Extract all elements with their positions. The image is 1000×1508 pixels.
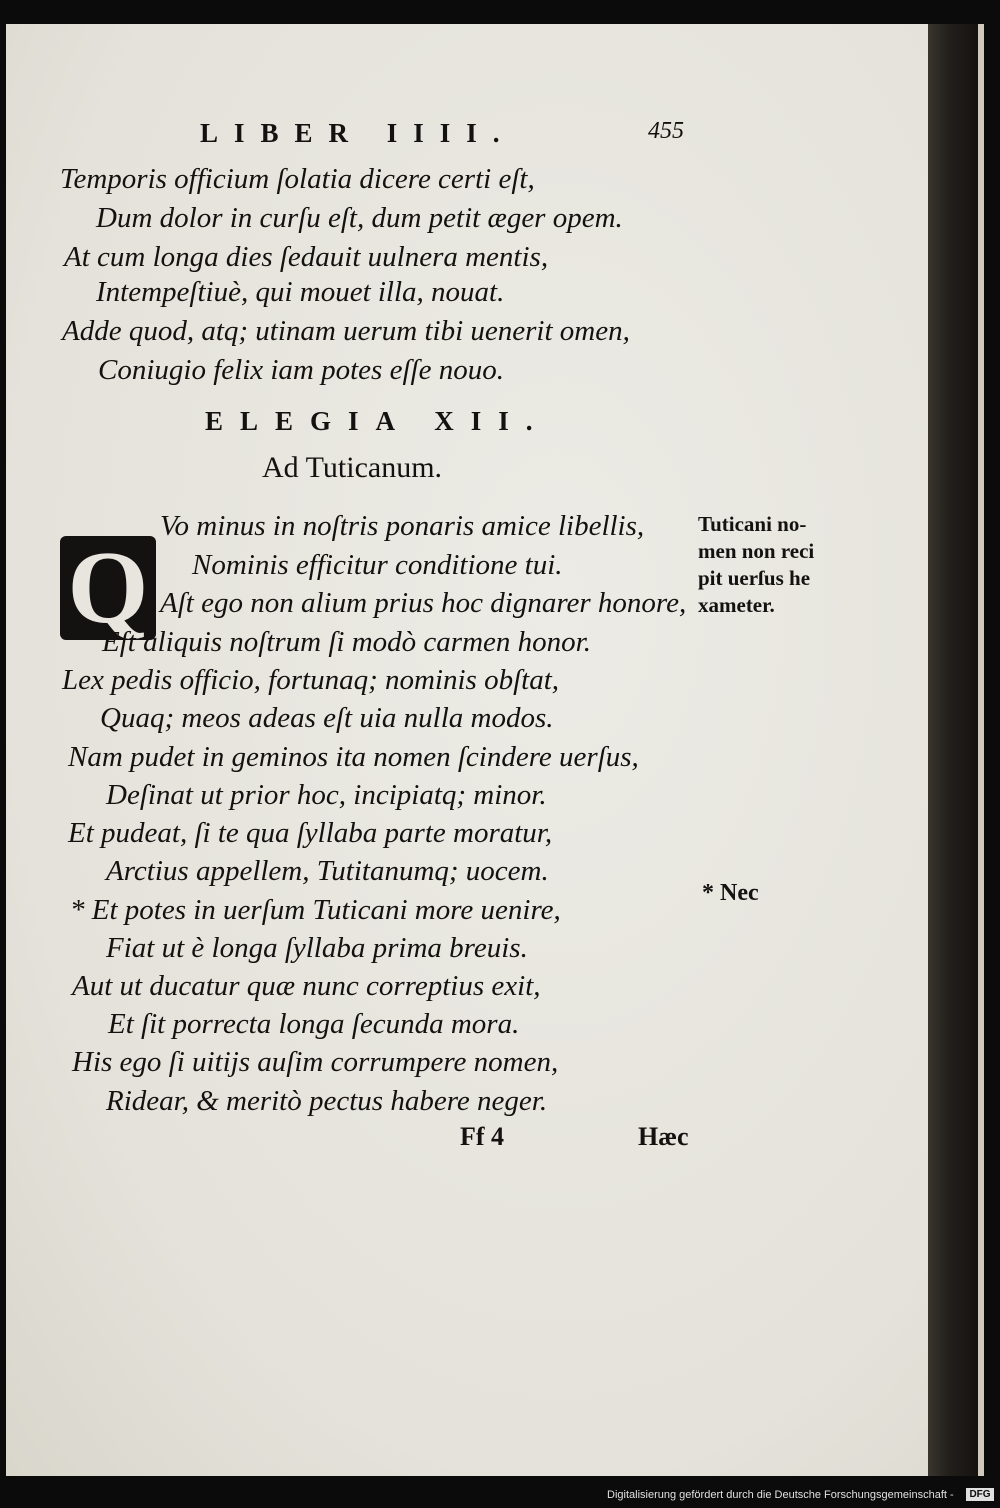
drop-cap-initial: Q bbox=[60, 536, 156, 640]
verse-line: Ridear, & meritò pectus habere neger. bbox=[106, 1085, 548, 1117]
verse-line: Arctius appellem, Tutitanumq; uocem. bbox=[106, 855, 549, 887]
verse-line: Fiat ut è longa ſyllaba prima breuis. bbox=[106, 932, 528, 964]
verse-line: At cum longa dies ſedauit uulnera mentis, bbox=[64, 241, 549, 273]
verse-line: Et pudeat, ſi te qua ſyllaba parte moratur, bbox=[68, 817, 553, 849]
verse-line: Quaq; meos adeas eſt uia nulla modos. bbox=[100, 702, 554, 734]
verse-line: Nominis efficitur conditione tui. bbox=[192, 549, 563, 581]
elegy-subtitle: Ad Tuticanum. bbox=[262, 451, 443, 484]
signature-mark: Ff 4 bbox=[460, 1122, 505, 1151]
margin-note-tuticani: Tuticani no- men non reci pit uerſus he xameter. bbox=[698, 512, 815, 617]
verse-line: Nam pudet in geminos ita nomen ſcindere uerſus, bbox=[68, 741, 639, 773]
verse-line: * Et potes in uerſum Tuticani more uenire, bbox=[70, 894, 561, 926]
digitization-credit: Digitalisierung gefördert durch die Deutsche Forschungsgemeinschaft - bbox=[607, 1489, 954, 1501]
verse-line: Intempeſtiuè, qui mouet illa, nouat. bbox=[96, 276, 505, 308]
verse-line: Aſt ego non alium prius hoc dignarer honore, bbox=[160, 587, 687, 619]
running-head: LIBER IIII. bbox=[200, 118, 516, 148]
dfg-logo: DFG bbox=[966, 1488, 994, 1501]
verse-line: Adde quod, atq; utinam uerum tibi uenerit omen, bbox=[62, 315, 630, 347]
verse-line: Lex pedis officio, fortunaq; nominis obſtat, bbox=[62, 664, 560, 696]
verse-line: Temporis officium ſolatia dicere certi eſt, bbox=[60, 163, 535, 195]
verse-line: Vo minus in noſtris ponaris amice libellis, bbox=[160, 510, 645, 542]
page-number: 455 bbox=[648, 118, 684, 144]
verse-line: Et ſit porrecta longa ſecunda mora. bbox=[108, 1008, 520, 1040]
verse-line: Eſt aliquis noſtrum ſi modò carmen honor. bbox=[102, 626, 591, 658]
verse-line: Dum dolor in curſu eſt, dum petit æger opem. bbox=[96, 202, 623, 234]
verse-line: His ego ſi uitijs auſim corrumpere nomen, bbox=[72, 1046, 559, 1078]
verse-line: Aut ut ducatur quæ nunc correptius exit, bbox=[72, 970, 541, 1002]
verse-line: Deſinat ut prior hoc, incipiatq; minor. bbox=[106, 779, 547, 811]
catchword: Hæc bbox=[638, 1122, 689, 1151]
verse-line: Coniugio felix iam potes eſſe nouo. bbox=[98, 354, 504, 386]
elegy-title: ELEGIA XII. bbox=[205, 406, 550, 436]
page-edge bbox=[978, 24, 984, 1476]
book-spine bbox=[928, 24, 980, 1476]
margin-note-nec: * Nec bbox=[702, 880, 759, 906]
